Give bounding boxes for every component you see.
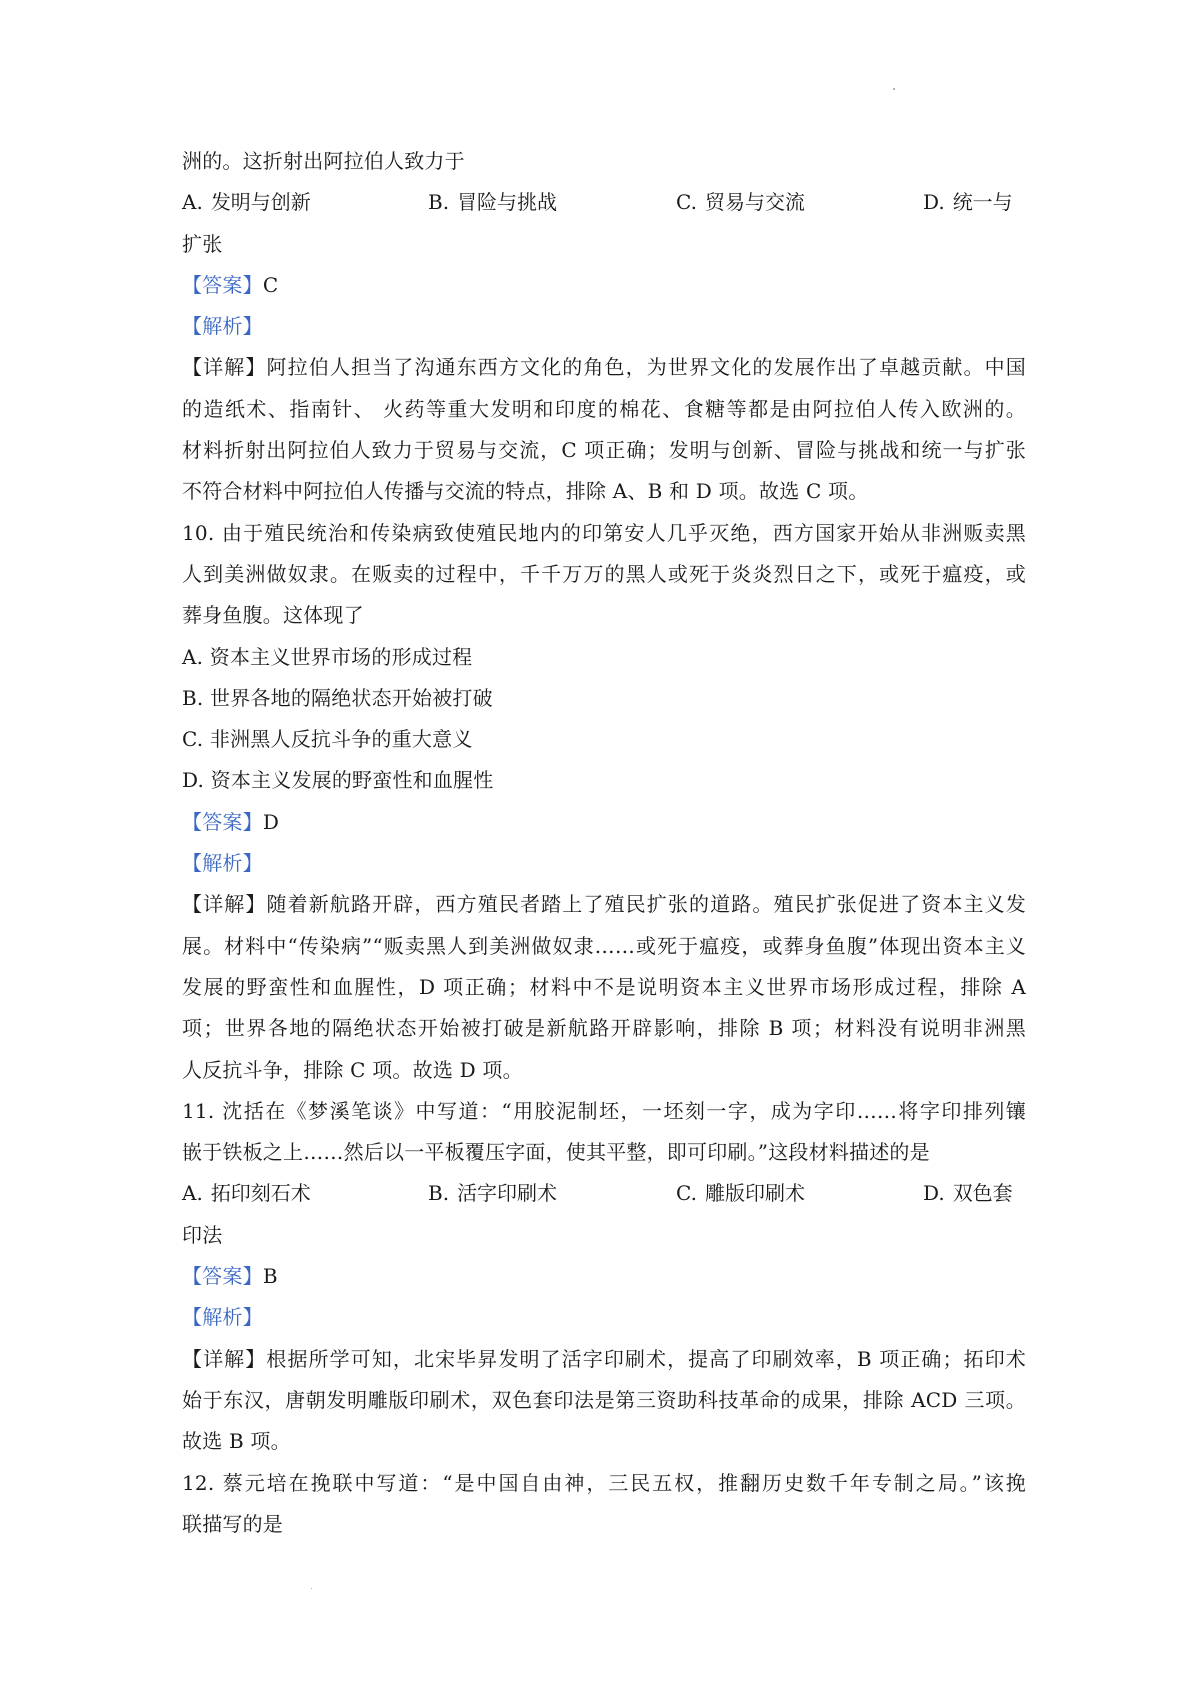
q10-detail-line: 【详解】随着新航路开辟，西方殖民者踏上了殖民扩张的道路。殖民扩张促进了资本主义发 — [182, 892, 1026, 917]
q10-option-a: A. 资本主义世界市场的形成过程 — [182, 644, 473, 669]
analysis-label: 【解析】 — [182, 314, 263, 339]
q11-stem-line: 11. 沈括在《梦溪笔谈》中写道：“用胶泥制坯，一坯刻一字，成为字印……将字印排列镶 — [182, 1098, 1026, 1123]
detail-label: 【详解】 — [182, 892, 267, 917]
q11-answer — [182, 1256, 1026, 1297]
q11-detail-line: 始于东汉，唐朝发明雕版印刷术，双色套印法是第三资助科技革命的成果，排除 ACD 三项。 — [182, 1387, 1026, 1412]
q10-detail-line: 展。材料中“传染病”“贩卖黑人到美洲做奴隶……或死于瘟疫，或葬身鱼腹”体现出资本主义 — [182, 933, 1026, 958]
q10-stem-line: 10. 由于殖民统治和传染病致使殖民地内的印第安人几乎灭绝，西方国家开始从非洲贩卖黑 — [182, 520, 1026, 545]
answer-value: C — [262, 272, 279, 297]
q11-stem-line: 嵌于铁板之上……然后以一平板覆压字面，使其平整，即可印刷。”这段材料描述的是 — [182, 1140, 930, 1165]
answer-value: D — [262, 809, 280, 834]
answer-label: 【答案】 — [182, 272, 263, 297]
q9-option-d-wrap: 扩张 — [182, 231, 223, 256]
q12-stem-line: 联描写的是 — [182, 1511, 283, 1536]
q10-detail-line: 人反抗斗争，排除 C 项。故选 D 项。 — [182, 1057, 523, 1082]
scan-speck — [893, 88, 895, 90]
q12-stem-line: 12. 蔡元培在挽联中写道：“是中国自由神，三民五权，推翻历史数千年专制之局。”该挽 — [182, 1470, 1026, 1495]
q9-options — [182, 182, 1026, 223]
q11-detail-line: 故选 B 项。 — [182, 1429, 291, 1454]
analysis-label: 【解析】 — [182, 1305, 263, 1330]
q9-stem-tail: 洲的。这折射出阿拉伯人致力于 — [182, 149, 465, 173]
q9-option-d: D. 统一与 — [923, 190, 1013, 215]
analysis-label: 【解析】 — [182, 851, 263, 876]
q9-option-c: C. 贸易与交流 — [676, 190, 805, 215]
q10-option-c: C. 非洲黑人反抗斗争的重大意义 — [182, 727, 473, 752]
q10-option-d: D. 资本主义发展的野蛮性和血腥性 — [182, 768, 494, 793]
q10-detail-line: 项；世界各地的隔绝状态开始被打破是新航路开辟影响，排除 B 项；材料没有说明非洲黑 — [182, 1016, 1026, 1041]
q9-option-a: A. 发明与创新 — [182, 190, 311, 215]
q10-detail-line: 发展的野蛮性和血腥性，D 项正确；材料中不是说明资本主义世界市场形成过程，排除 A — [182, 974, 1026, 999]
q10-stem-line: 人到美洲做奴隶。在贩卖的过程中，千千万万的黑人或死于炎炎烈日之下，或死于瘟疫，或 — [182, 561, 1026, 586]
q10-stem-line: 葬身鱼腹。这体现了 — [182, 603, 364, 628]
q9-analysis-heading — [182, 306, 1026, 347]
q10-option-b: B. 世界各地的隔绝状态开始被打破 — [182, 685, 493, 710]
q11-option-d-wrap: 印法 — [182, 1222, 223, 1247]
q9-detail-line: 【详解】阿拉伯人担当了沟通东西方文化的角色，为世界文化的发展作出了卓越贡献。中国 — [182, 355, 1026, 380]
q11-option-c: C. 雕版印刷术 — [676, 1181, 805, 1206]
answer-value: B — [262, 1264, 278, 1289]
q9-detail-line: 不符合材料中阿拉伯人传播与交流的特点，排除 A、B 和 D 项。故选 C 项。 — [182, 479, 869, 504]
answer-label: 【答案】 — [182, 809, 263, 834]
answer-label: 【答案】 — [182, 1264, 263, 1289]
q9-option-b: B. 冒险与挑战 — [428, 190, 558, 215]
q11-option-d: D. 双色套 — [923, 1181, 1013, 1206]
q11-option-a: A. 拓印刻石术 — [182, 1181, 311, 1206]
q11-detail-line: 【详解】根据所学可知，北宋毕昇发明了活字印刷术，提高了印刷效率，B 项正确；拓印术 — [182, 1346, 1026, 1371]
q10-answer — [182, 802, 1026, 843]
page-content — [182, 141, 1026, 1545]
q11-options — [182, 1173, 1026, 1214]
detail-label: 【详解】 — [182, 355, 267, 380]
detail-label: 【详解】 — [182, 1346, 267, 1371]
scan-speck — [311, 1588, 312, 1589]
q9-detail-line: 的造纸术、指南针、 火药等重大发明和印度的棉花、食糖等都是由阿拉伯人传入欧洲的。 — [182, 396, 1026, 421]
q9-detail-line: 材料折射出阿拉伯人致力于贸易与交流，C 项正确；发明与创新、冒险与挑战和统一与扩张 — [182, 438, 1026, 463]
q11-option-b: B. 活字印刷术 — [428, 1181, 558, 1206]
q9-answer — [182, 265, 1026, 306]
q11-analysis-heading — [182, 1297, 1026, 1338]
q10-analysis-heading — [182, 843, 1026, 884]
